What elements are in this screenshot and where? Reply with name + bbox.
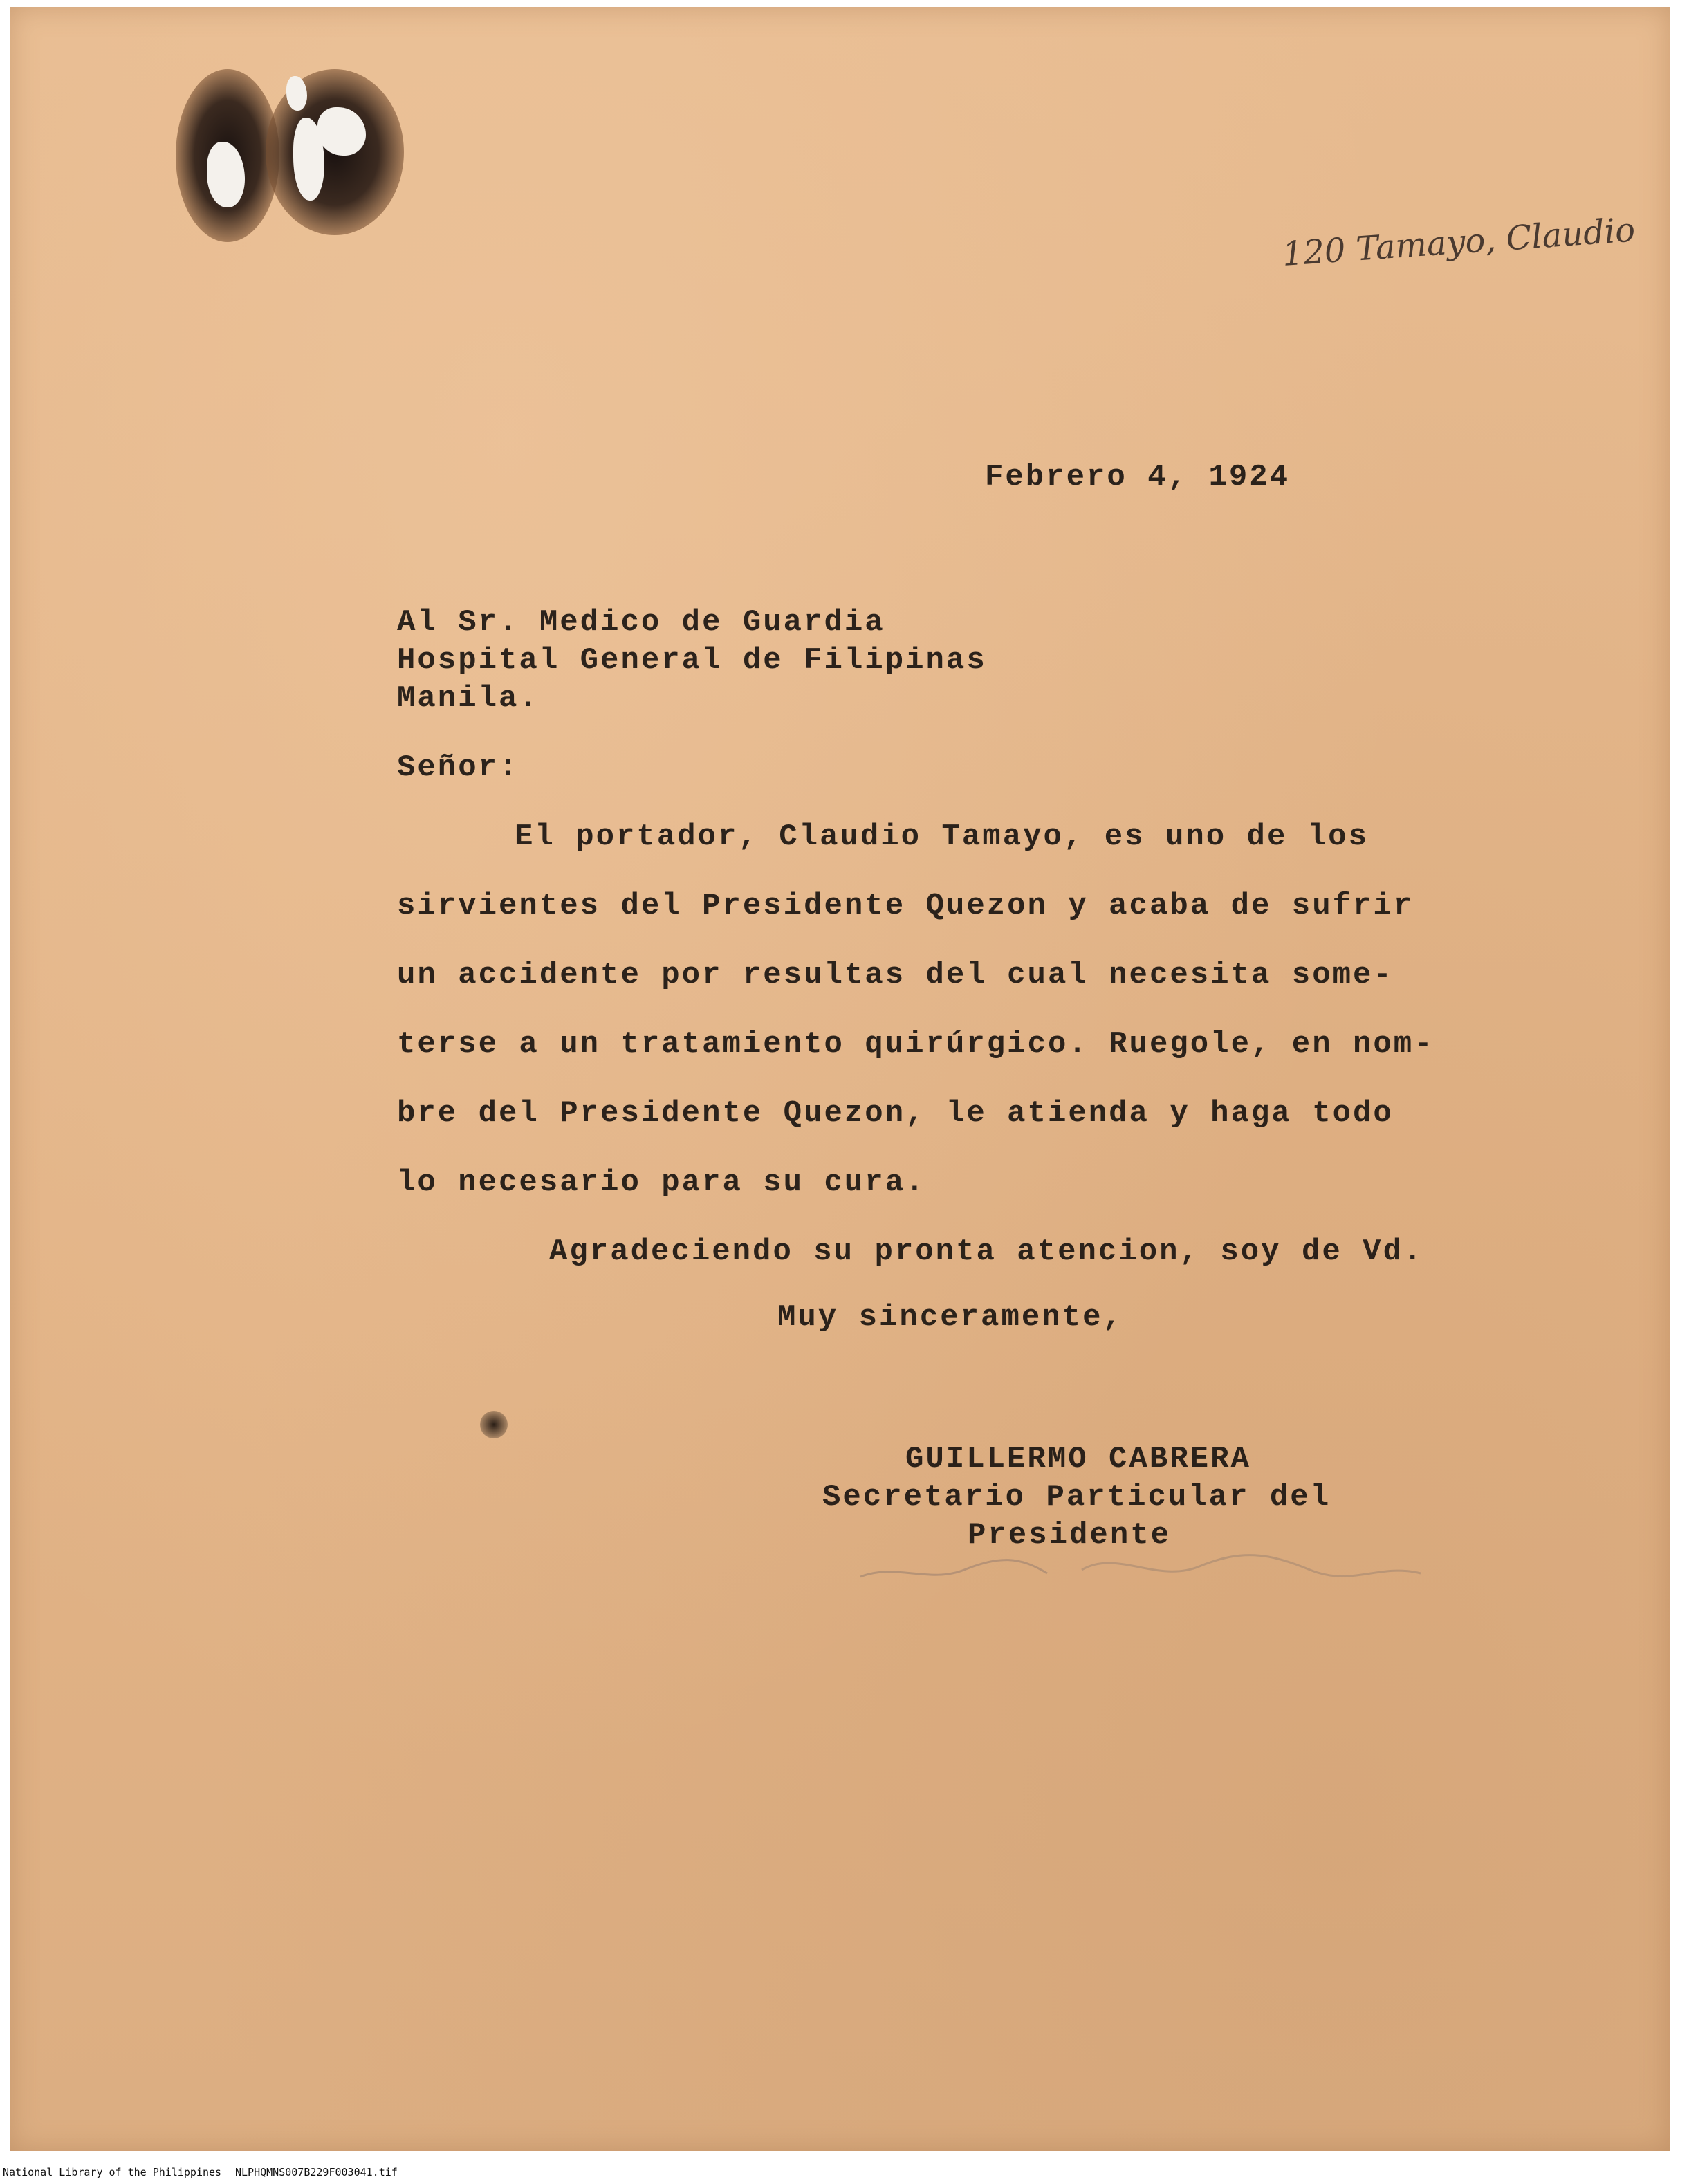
letter-date: Febrero 4, 1924 xyxy=(985,460,1291,494)
signer-title-line-2: Presidente xyxy=(968,1518,1172,1553)
footer-institution: National Library of the Philippines xyxy=(3,2166,222,2178)
body-line-3: un accidente por resultas del cual necesita some- xyxy=(397,958,1394,992)
valediction: Muy sinceramente, xyxy=(777,1300,1123,1335)
closing-line: Agradeciendo su pronta atencion, soy de Vd. xyxy=(549,1234,1424,1269)
body-line-5: bre del Presidente Quezon, le atienda y haga todo xyxy=(397,1096,1394,1131)
scan-footer xyxy=(0,2160,1689,2184)
letter-page xyxy=(10,7,1670,2151)
body-line-6: lo necesario para su cura. xyxy=(397,1165,926,1200)
body-line-1: El portador, Claudio Tamayo, es uno de los xyxy=(515,820,1369,854)
pencil-signature xyxy=(853,1535,1476,1598)
ink-spot xyxy=(480,1411,508,1438)
signer-title-line-1: Secretario Particular del xyxy=(822,1480,1331,1515)
footer-filename: NLPHQMNS007B229F003041.tif xyxy=(235,2166,398,2178)
handwritten-note: 120 Tamayo, Claudio xyxy=(1281,210,1636,274)
recipient-line-1: Al Sr. Medico de Guardia xyxy=(397,605,885,640)
signer-name: GUILLERMO CABRERA xyxy=(905,1442,1251,1477)
salutation: Señor: xyxy=(397,750,519,785)
body-line-2: sirvientes del Presidente Quezon y acaba de sufrir xyxy=(397,889,1414,923)
body-line-4: terse a un tratamiento quirúrgico. Ruegole, en nom- xyxy=(397,1027,1434,1062)
recipient-line-3: Manila. xyxy=(397,681,539,716)
recipient-line-2: Hospital General de Filipinas xyxy=(397,643,987,678)
